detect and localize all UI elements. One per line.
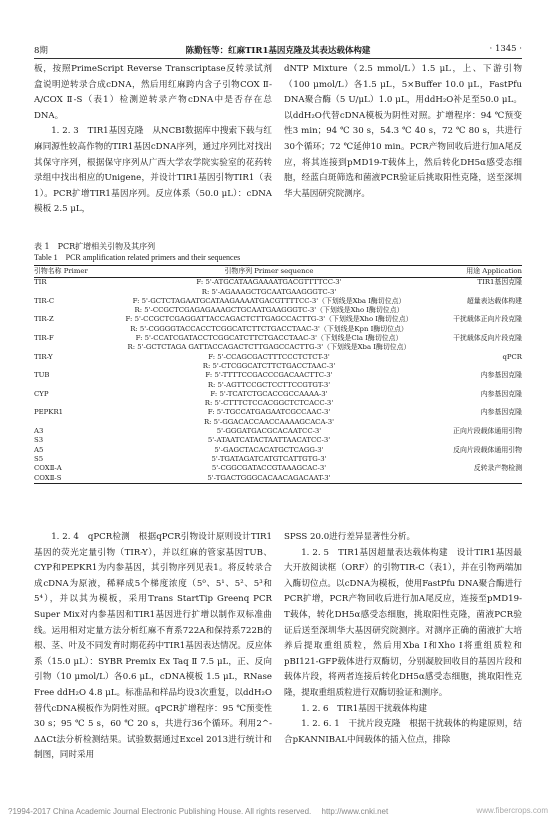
header-rule bbox=[34, 58, 522, 59]
primer-sequence: 5'-CGGCGATACCGTAAAGCAC-3' bbox=[211, 464, 327, 473]
primer-application: qPCR bbox=[502, 352, 522, 361]
table-row bbox=[34, 353, 522, 362]
primer-sequence: F: 5'-CCGCTCGAGGATTACCAGACTCTTGAGCCACTTG-3'（下划线是Xho I酶切位点） bbox=[125, 315, 413, 324]
primer-name bbox=[34, 399, 112, 408]
table-row bbox=[34, 297, 522, 306]
table-row bbox=[34, 390, 522, 399]
primer-name: TIR-Z bbox=[34, 315, 54, 324]
primer-application bbox=[426, 455, 522, 464]
primer-name: PEPKR1 bbox=[34, 408, 64, 417]
primer-sequence: 5'-ATAATCATACTAATTAACATCC-3' bbox=[207, 436, 331, 445]
primer-sequence: R: 5'-AGTTCCGCTCCTTCCGTGT-3' bbox=[207, 380, 331, 389]
primer-application bbox=[426, 436, 522, 445]
primer-name: CYP bbox=[34, 389, 49, 398]
primer-name bbox=[34, 343, 112, 352]
primer-name: S3 bbox=[34, 436, 44, 445]
right-column-top bbox=[284, 62, 522, 202]
primer-name: TIR-C bbox=[34, 296, 55, 305]
primer-sequence: F: 5'-CCAGCGACTTTCCCTCTCT-3' bbox=[208, 352, 330, 361]
table-row bbox=[34, 334, 522, 343]
running-header bbox=[34, 44, 522, 58]
table-row bbox=[34, 288, 522, 297]
table-row bbox=[34, 399, 522, 408]
primer-sequence: R: 5'-GCTCTAGA GATTACCAGACTCTTGAGCCACTTG-3'（下划线是Xba I酶切位点） bbox=[127, 343, 411, 352]
primer-sequence: F: 5'-TCATCTGCACCGCCAAAA-3' bbox=[210, 389, 328, 398]
table-row bbox=[34, 446, 522, 455]
primer-application bbox=[426, 418, 522, 427]
primer-application bbox=[426, 343, 522, 352]
primer-name: TIR-Y bbox=[34, 352, 53, 361]
page-number: · 1345 · bbox=[489, 44, 522, 54]
primer-name: TIR bbox=[34, 278, 47, 287]
table-header-sequence: 引物序列 Primer sequence bbox=[112, 266, 426, 278]
primer-sequence: 5'-TGACTGGGCACAACAGACAAT-3' bbox=[112, 474, 426, 484]
primer-name bbox=[34, 288, 112, 297]
primer-name bbox=[34, 381, 112, 390]
table-caption-en: Table 1 PCR amplification related primers and their sequences bbox=[34, 253, 241, 262]
primer-sequence: F: 5'-TGCCATGAGAATCGCCAAC-3' bbox=[207, 408, 331, 417]
table-row bbox=[34, 474, 522, 484]
table-row bbox=[34, 325, 522, 334]
table-row bbox=[34, 381, 522, 390]
table-row bbox=[34, 418, 522, 427]
paragraph: 1. 2. 3 TIR1基因克隆 从NCBI数据库中搜索下载与红麻同源性较高作物的TIR1基因cDNA序列，通过序列比对找出其保守序列，根据保守序列从广西大学农学院实验室的花药转录组中找出相应的Unigene，并设计TIR1基因引物TIR1（表1）。PCR扩增TIR1基因序列。反应体系（50.0 μL）：cDNA模板 2.5 μL， bbox=[34, 126, 272, 215]
primer-name: TUB bbox=[34, 371, 50, 380]
primer-application: TIR1基因克隆 bbox=[477, 278, 522, 287]
paragraph: dNTP Mixture（2.5 mmol/L）1.5 μL，上、下游引物（100 μmol/L）各1.5 μL，5×Buffer 10.0 μL，FastPfu DNA聚合酶（5 U/μL）1.0 μL，用ddH₂O补足至50.0 μL。以ddH₂O代替cDNA模板为阴性对照。扩增程序：94 ℃预变性3 min；94 ℃ 30 s，54.3 ℃ 40 s，72 ℃ 80 s，共进行30个循环；72 ℃延伸10 min。PCR产物回收后进行加A尾反应，将其连接到pMD19-T载体上，然后转化DH5α感受态细胞，经蓝白斑筛选和菌液PCR验证后挑取阳性克隆，送至深圳华大基因研究院测序。 bbox=[284, 64, 522, 199]
primer-application: 反转录产物检测 bbox=[473, 464, 522, 473]
primer-sequence: R: 5'-GGACACCAACCAAAAGCACA-3' bbox=[203, 417, 335, 426]
primer-name bbox=[34, 362, 112, 371]
primer-sequence: F: 5'-TTTTCCGACCCGACAACTTC-3' bbox=[205, 371, 333, 380]
paragraph: 板，按照PrimeScript Reverse Transcriptase反转录试剂盒说明逆转录合成cDNA，然后用红麻跨内含子引物COX Ⅱ-A/COX Ⅱ-S（表1）检测逆转录产物cDNA中是否存在总DNA。 bbox=[34, 64, 272, 121]
primer-name: TIR-F bbox=[34, 334, 54, 343]
primer-application: 内参基因克隆 bbox=[480, 408, 522, 417]
primer-name bbox=[34, 325, 112, 334]
primer-sequence: R: 5'-CCGCTCGAGAGAAAGCTGCAATGAAGGGTC-3'（下划线是Xho I酶切位点） bbox=[134, 306, 404, 315]
table-row bbox=[34, 436, 522, 445]
left-column-bottom bbox=[34, 530, 272, 764]
copyright-notice: ?1994-2017 China Academic Journal Electronic Publishing House. All rights reserved. http://www.cnki.net bbox=[8, 807, 389, 816]
primer-application bbox=[426, 362, 522, 371]
left-column-top bbox=[34, 62, 272, 218]
table-header-primer: 引物名称 Primer bbox=[34, 266, 112, 278]
issue-number: 8期 bbox=[34, 46, 48, 56]
primer-application: 反向片段载体通用引物 bbox=[453, 445, 522, 454]
primer-name: A3 bbox=[34, 427, 44, 436]
primer-name: COXⅡ-S bbox=[34, 474, 112, 484]
primer-name: S5 bbox=[34, 454, 44, 463]
table-row bbox=[34, 362, 522, 371]
paragraph: 1. 2. 5 TIR1基因超量表达载体构建 设计TIR1基因最大开放阅读框（ORF）的引物TIR-C（表1），并在引物两端加入酶切位点。以cDNA为模板，使用FastPfu DNA聚合酶进行PCR扩增，PCR产物回收后进行加A尾反应，连接至pMD19-T载体，转化DH5α感受态细胞，挑取阳性克隆，菌液PCR验证后送至深圳华大基因研究院测序。对测序正确的菌液扩大培养后提取重组质粒，然后用Xba I和Xho I将重组质粒和pBI121-GFP载体进行双酶切，分别凝胶回收目的基因片段和载体片段，将两者连接后转化DH5α感受态细胞，挑取阳性克隆，提取重组质粒进行双酶切验证和测序。 bbox=[284, 547, 522, 698]
primer-table bbox=[34, 265, 522, 484]
primer-name bbox=[34, 306, 112, 315]
watermark-url: www.fibercrops.com bbox=[476, 806, 548, 815]
table-caption bbox=[34, 241, 522, 263]
primer-application: 超量表达载体构建 bbox=[466, 296, 522, 305]
paragraph: 1. 2. 4 qPCR检测 根据qPCR引物设计原则设计TIR1基因的荧光定量引物（TIR-Y），并以红麻的管家基因TUB、CYP和PEPKR1为内参基因，其引物序列见表1。将反转录合成cDNA为原液，稀释成5个梯度浓度（5⁰、5¹、5²、5³和5⁴），并以其为模板，采用Trans StartTip Greenq PCR Super Mix对内参基因和TIR1基因进行扩增以制作双标准曲线。运用相对定量方法分析红麻不育系722A和保持系722B的根、茎、叶及不同发育时期花药中TIR1基因表达情况。反应体系（15.0 μL）：SYBR Premix Ex Taq Ⅱ 7.5 μL，正、反向引物（10 μmol/L）各0.6 μL，cDNA模板 1.5 μL，RNase Free ddH₂O 4.8 μL。标准品和样品均设3次重复，以ddH₂O替代cDNA模板作为阴性对照。qPCR扩增程序：95 ℃预变性30 s；95 ℃ 5 s，60 ℃ 20 s，共进行36个循环。利用2^-ΔΔCt法分析检测结果。试验数据通过Excel 2013进行统计和制图，同时采用 bbox=[34, 532, 272, 761]
right-column-bottom bbox=[284, 530, 522, 748]
primer-application bbox=[426, 325, 522, 334]
primer-application bbox=[426, 474, 522, 484]
section-heading: 1. 2. 6 TIR1基因干扰载体构建 bbox=[301, 703, 427, 714]
table-row bbox=[34, 455, 522, 464]
primer-name: A5 bbox=[34, 445, 44, 454]
primer-sequence: 5'-GGGATGACGCACAATCC-3' bbox=[216, 427, 322, 436]
paragraph: 1. 2. 6. 1 干扰片段克隆 根据干扰载体的构建原则，结合pKANNIBAL中间载体的插入位点，排除 bbox=[284, 719, 522, 745]
primer-sequence: 5'-GAGCTACACATGCTCAGG-3' bbox=[214, 445, 324, 454]
primer-sequence: F: 5'-CCATCGATACCTCGGCATCTTCTGACCTAAC-3'（下划线是Cla I酶切位点） bbox=[135, 334, 403, 343]
primer-application: 内参基因克隆 bbox=[480, 371, 522, 380]
primer-application bbox=[426, 381, 522, 390]
primer-application: 干扰载体反向片段克隆 bbox=[453, 334, 522, 343]
primer-sequence: F: 5'-GCTCTAGAATGCATAAGAAAATGACGTTTTCC-3'（下划线是Xba I酶切位点） bbox=[132, 296, 406, 305]
primer-application: 正向片段载体通用引物 bbox=[453, 427, 522, 436]
table-row bbox=[34, 408, 522, 417]
table-row bbox=[34, 343, 522, 352]
table-row bbox=[34, 278, 522, 288]
running-title: 陈勤钰等：红麻TIR1基因克隆及其表达载体构建 bbox=[185, 46, 371, 56]
table-caption-zh: 表 1 PCR扩增相关引物及其序列 bbox=[34, 242, 156, 251]
primer-application: 干扰载体正向片段克隆 bbox=[453, 315, 522, 324]
primer-sequence: 5'-TGATAGATCATGTCATTGTG-3' bbox=[211, 454, 327, 463]
table-row bbox=[34, 371, 522, 380]
primer-sequence: R: 5'-AGAAAGCTGCAATGAAGGGTC-3' bbox=[201, 287, 337, 296]
table-header-application: 用途 Application bbox=[426, 266, 522, 278]
primer-application bbox=[426, 288, 522, 297]
primer-name: COXⅡ-A bbox=[34, 464, 62, 473]
table-row bbox=[34, 315, 522, 324]
primer-sequence: R: 5'-CTTTCTCCACGGCTCTCACC-3' bbox=[204, 399, 334, 408]
primer-sequence: R: 5'-CGGGGTACCACCTCGGCATCTTCTGACCTAAC-3'（下划线是Kpn I酶切位点） bbox=[130, 324, 408, 333]
paragraph: SPSS 20.0进行差异显著性分析。 bbox=[284, 532, 416, 542]
table-row bbox=[34, 427, 522, 436]
primer-sequence: R: 5'-CTCGGCATCTTCTGACCTAAC-3' bbox=[202, 361, 336, 370]
primer-name bbox=[34, 418, 112, 427]
table-row bbox=[34, 464, 522, 473]
primer-sequence: F: 5'-ATGCATAAGAAAATGACGTTTTCC-3' bbox=[196, 278, 342, 287]
primer-application: 内参基因克隆 bbox=[480, 389, 522, 398]
